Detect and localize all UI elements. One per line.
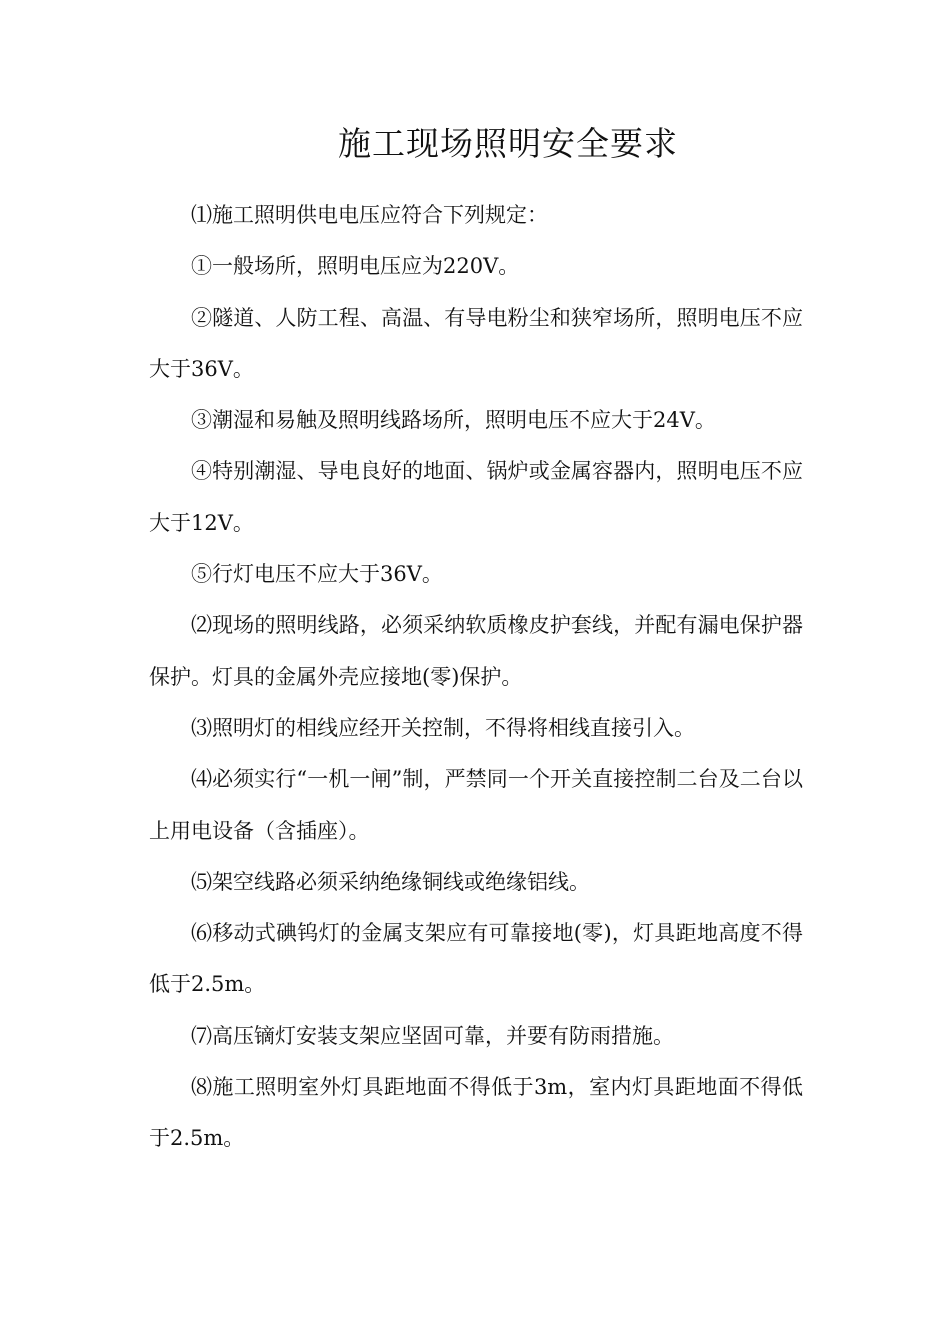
paragraph-overhead-lines: ⑸架空线路必须采纳绝缘铜线或绝缘铝线。 — [191, 869, 590, 894]
paragraph-tunnel-voltage: ②隧道、人防工程、高温、有导电粉尘和狭窄场所，照明电压不应大于36V。 — [149, 305, 803, 381]
paragraph-general-voltage: ①一般场所，照明电压应为220V。 — [191, 254, 520, 279]
paragraph-dysprosium-lamp: ⑺高压镝灯安装支架应坚固可靠，并要有防雨措施。 — [191, 1023, 674, 1048]
paragraph-lamp-height: ⑻施工照明室外灯具距地面不得低于3m，室内灯具距地面不得低于2.5m。 — [149, 1075, 803, 1151]
paragraph-portable-lamp-voltage: ⑤行灯电压不应大于36V。 — [191, 562, 443, 587]
paragraph-container-voltage: ④特别潮湿、导电良好的地面、锅炉或金属容器内，照明电压不应大于12V。 — [149, 459, 803, 535]
paragraph-phase-switch: ⑶照明灯的相线应经开关控制，不得将相线直接引入。 — [191, 715, 695, 740]
paragraph-one-machine-one-switch: ⑷必须实行“一机一闸”制，严禁同一个开关直接控制二台及二台以上用电设备（含插座）。 — [149, 767, 803, 843]
paragraph-iodine-tungsten-lamp: ⑹移动式碘钨灯的金属支架应有可靠接地(零)，灯具距地高度不得低于2.5m。 — [149, 921, 803, 997]
document-title: 施工现场照明安全要求 — [338, 124, 678, 163]
document-body — [149, 190, 803, 1165]
paragraph-humid-voltage: ③潮湿和易触及照明线路场所，照明电压不应大于24V。 — [191, 408, 716, 433]
paragraph-voltage-rules: ⑴施工照明供电电压应符合下列规定： — [191, 203, 548, 227]
paragraph-lighting-wiring: ⑵现场的照明线路，必须采纳软质橡皮护套线，并配有漏电保护器保护。灯具的金属外壳应接地(零)保护。 — [149, 613, 803, 689]
